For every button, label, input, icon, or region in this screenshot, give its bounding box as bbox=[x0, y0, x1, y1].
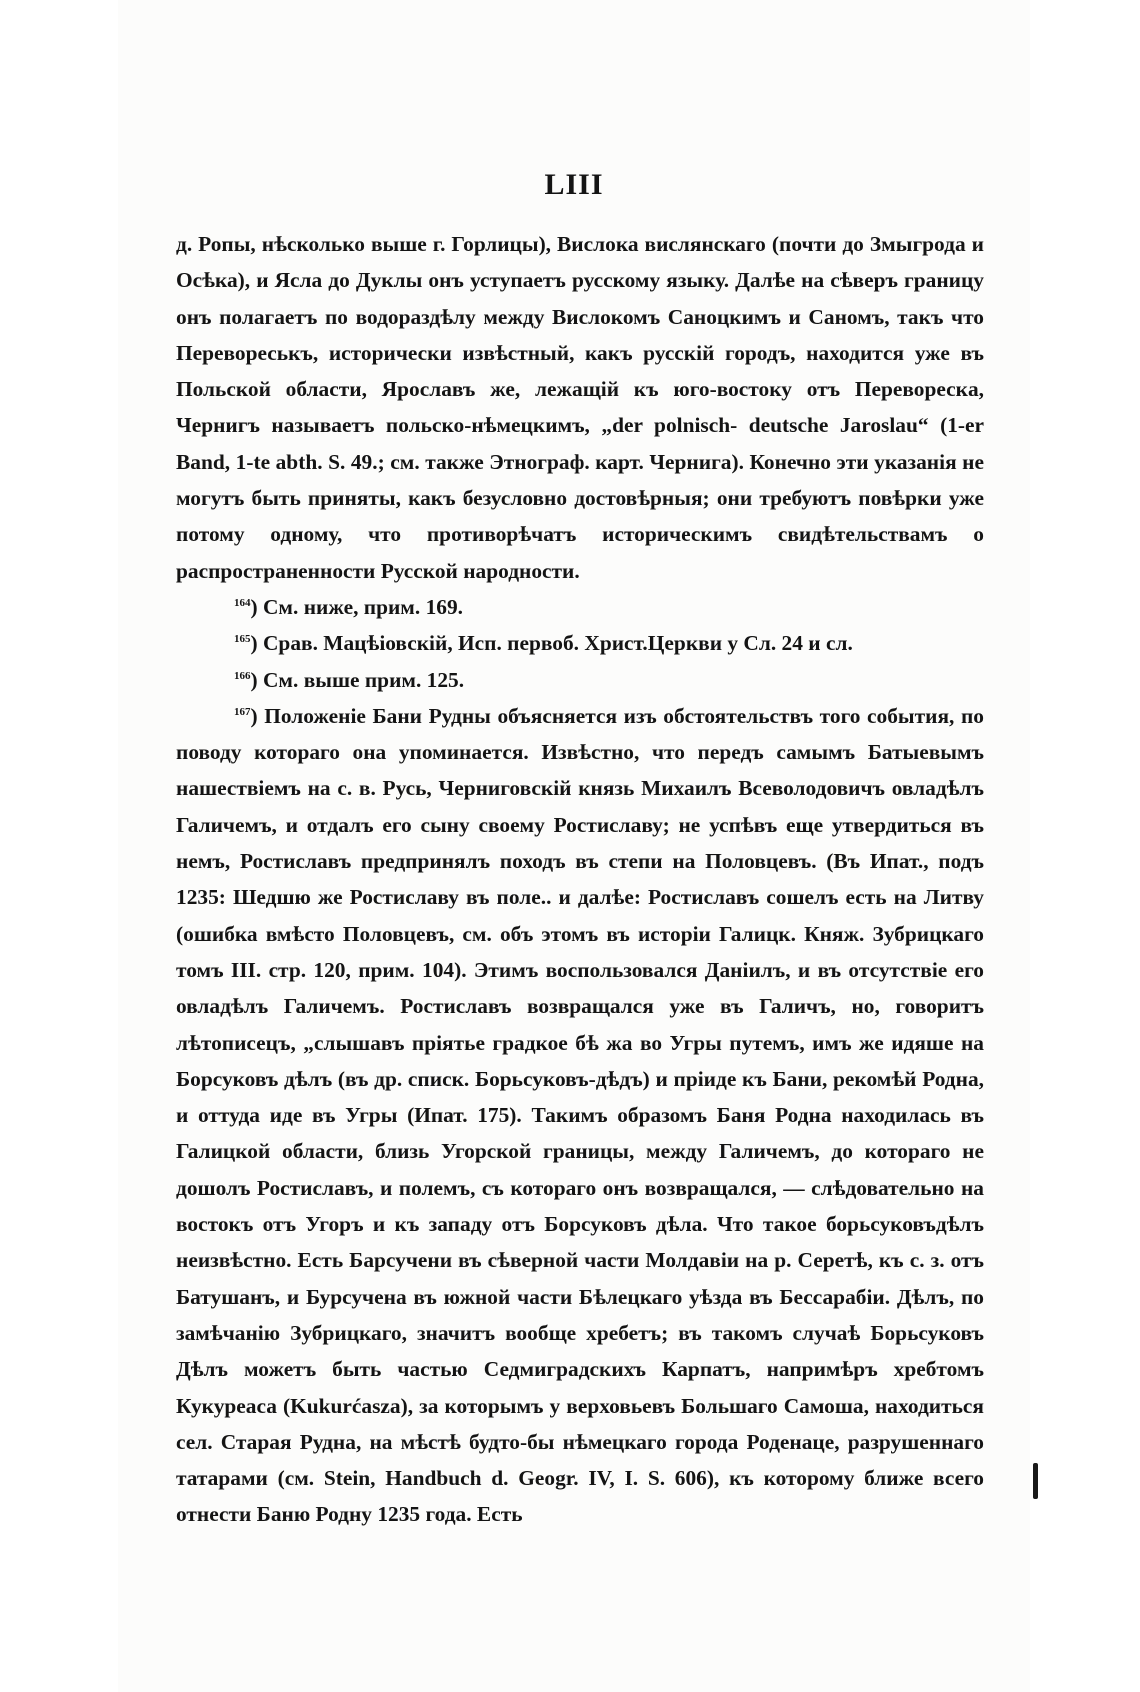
margin-ink-mark bbox=[1033, 1463, 1038, 1499]
footnote-166-number: 166 bbox=[234, 669, 251, 682]
footnote-165-text: Срав. Мацѣіовскій, Исп. первоб. Христ.Церкви у Сл. 24 и сл. bbox=[262, 631, 853, 656]
page-number: LIII bbox=[544, 168, 604, 201]
footnote-164-text: См. ниже, прим. 169. bbox=[262, 594, 464, 619]
footnote-167-number: 167 bbox=[234, 705, 251, 718]
footnote-166-text: См. выше прим. 125. bbox=[262, 667, 465, 692]
footnote-165-number: 165 bbox=[234, 633, 251, 646]
footnote-167-text: Положеніе Бани Рудны объясняется изъ обстоятельствъ того события, по поводу котораго она упоминается. Извѣстно, что передъ самымъ Батыевымъ нашествіемъ на с. в. Русь, Черниговскій князь Михаилъ Всеволодовичъ овладѣлъ Галичемъ, и отдалъ его сыну своему Ростиславу; не успѣвъ еще утвердиться въ немъ, Ростиславъ предпринялъ походъ въ степи на Половцевъ. (Въ Ипат., подъ 1235: Шедшю же Ростиславу въ поле.. и далѣе: Ростиславъ сошелъ есть на Литву (ошибка вмѣсто Половцевъ, см. объ этомъ въ исторіи Галицк. Княж. Зубрицкаго томъ III. стр. 120, прим. 104). Этимъ воспользовался Даніилъ, и въ отсутствіе его овладѣлъ Галичемъ. Ростиславъ возвращался уже въ Галичъ, но, говоритъ лѣтописецъ, „слышавъ пріятье градкое бѣ жа во Угры путемъ, имъ же идяше на Борсуковъ дѣлъ (въ др. списк. Борьсуковъ-дѣдъ) и пріиде къ Бани, рекомѣй Родна, и оттуда иде въ Угры (Ипат. 175). Такимъ образомъ Баня Родна находилась въ Галицкой области, близь Угорской границы, между Галичемъ, до котораго не дошолъ Ростиславъ, и полемъ, съ котораго онъ возвращался, — слѣдовательно на востокъ отъ Угоръ и къ западу отъ Борсуковъ дѣла. Что такое борьсуковъдѣлъ неизвѣстно. Есть Барсучени въ сѣверной части Молдавіи на р. Серетѣ, къ с. з. отъ Батушанъ, и Бурсучена въ южной части Бѣлецкаго уѣзда въ Бессарабіи. Дѣлъ, по замѣчанію Зубрицкаго, значитъ вообще хребетъ; въ такомъ случаѣ Борьсуковъ Дѣлъ можетъ быть частью Седмиградскихъ Карпатъ, напримѣръ хребтомъ Кукуреаса (Kukurćasza), за которымъ у верховьевъ Большаго Самоша, находиться сел. Старая Рудна, на мѣстѣ будто-бы нѣмецкаго города Роденаце, разрушеннаго татарами (см. Stein, Handbuch d. Geogr. IV, I. S. 606), къ которому ближе всего отнести Баню Родну 1235 года. Есть bbox=[176, 703, 984, 1527]
footnote-164-number: 164 bbox=[234, 596, 251, 609]
book-page bbox=[118, 0, 1030, 1692]
page-text bbox=[176, 226, 984, 1533]
continued-footnote-paragraph: д. Ропы, нѣсколько выше г. Горлицы), Вислока вислянскаго (почти до Змыгрода и Осѣка), и Ясла до Дуклы онъ уступаетъ русскому языку. Далѣе на сѣверъ границу онъ полагаетъ по водораздѣлу между Вислокомъ Саноцкимъ и Саномъ, такъ что Перевореськъ, исторически извѣстный, какъ русскій городъ, находится уже въ Польской области, Ярославъ же, лежащій къ юго-востоку отъ Переворескa, Чернигъ называетъ польско-нѣмецкимъ, „der polnisch- deutsche Jaroslau“ (1-er Band, 1-te abth. S. 49.; см. также Этнограф. карт. Чернига). Конечно эти указанія не могутъ быть приняты, какъ безусловно достовѣрныя; они требуютъ повѣрки уже потому одному, что противорѣчатъ историческимъ свидѣтельствамъ о распространенности Русской народности. bbox=[176, 232, 984, 583]
footnote-164: $^{164}$) См. ниже, прим. 169. bbox=[234, 594, 464, 619]
footnote-167: $^{167}$) Положеніе Бани Рудны объясняется изъ обстоятельствъ того события, по поводу котораго она упоминается. Извѣстно, что передъ самымъ Батыевымъ нашествіемъ на с. в. Русь, Черниговскій князь Михаилъ Всеволодовичъ овладѣлъ Галичемъ, и отдалъ его сыну своему Ростиславу; не успѣвъ еще утвердиться въ немъ, Ростиславъ предпринялъ походъ въ степи на Половцевъ. (Въ Ипат., подъ 1235: Шедшю же Ростиславу въ поле.. и далѣе: Ростиславъ сошелъ есть на Литву (ошибка вмѣсто Половцевъ, см. объ этомъ въ исторіи Галицк. Княж. Зубрицкаго томъ III. стр. 120, прим. 104). Этимъ воспользовался Даніилъ, и въ отсутствіе его овладѣлъ Галичемъ. Ростиславъ возвращался уже въ Галичъ, но, говоритъ лѣтописецъ, „слышавъ пріятье градкое бѣ жа во Угры путемъ, имъ же идяше на Борсуковъ дѣлъ (въ др. списк. Борьсуковъ-дѣдъ) и пріиде къ Бани, рекомѣй Родна, и оттуда иде въ Угры (Ипат. 175). Такимъ образомъ Баня Родна находилась въ Галицкой области, близь Угорской границы, между Галичемъ, до котораго не дошолъ Ростиславъ, и полемъ, съ котораго онъ возвращался, — слѣдовательно на востокъ отъ Угоръ и къ западу отъ Борсуковъ дѣла. Что такое борьсуковъдѣлъ неизвѣстно. Есть Барсучени въ сѣверной части Молдавіи на р. Серетѣ, къ с. з. отъ Батушанъ, и Бурсучена въ южной части Бѣлецкаго уѣзда въ Бессарабіи. Дѣлъ, по замѣчанію Зубрицкаго, значитъ вообще хребетъ; въ такомъ случаѣ Борьсуковъ Дѣлъ можетъ быть частью Седмиградскихъ Карпатъ, напримѣръ хребтомъ Кукуреаса (Kukurćasza), за которымъ у верховьевъ Большаго Самоша, находиться сел. Старая Рудна, на мѣстѣ будто-бы нѣмецкаго города Роденаце, разрушеннаго татарами (см. Stein, Handbuch d. Geogr. IV, I. S. 606), къ которому ближе всего отнести Баню Родну 1235 года. Есть bbox=[176, 703, 984, 1527]
footnote-165: $^{165}$) Срав. Мацѣіовскій, Исп. первоб. Христ.Церкви у Сл. 24 и сл. bbox=[234, 631, 853, 656]
footnote-166: $^{166}$) См. выше прим. 125. bbox=[234, 667, 465, 692]
